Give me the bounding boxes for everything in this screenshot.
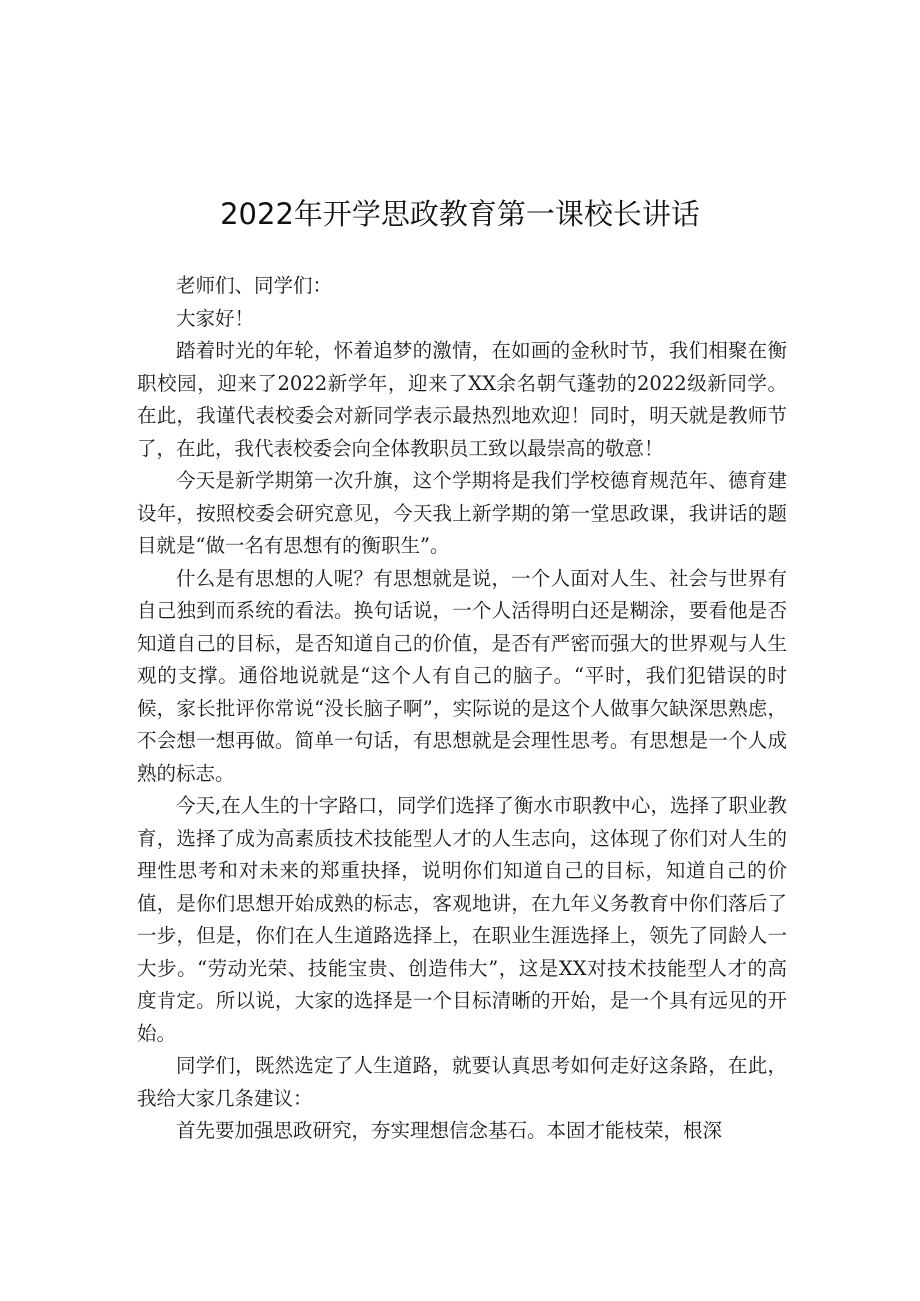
paragraph: 什么是有思想的人呢？有思想就是说，一个人面对人生、社会与世界有自己独到而系统的看法。换句话说，一个人活得明白还是糊涂，要看他是否知道自己的目标，是否知道自己的价值，是否有严密而强大的世界观与人生观的支撑。通俗地说就是“这个人有自己的脑子。“平时，我们犯错误的时候，家长批评你常说“没长脑子啊”，实际说的是这个人做事欠缺深思熟虑，不会想一想再做。简单一句话，有思想就是会理性思考。有思想是一个人成熟的标志。 xyxy=(137,566,787,785)
paragraph: 首先要加强思政研究，夯实理想信念基石。本固才能枝荣，根深 xyxy=(176,1119,723,1142)
paragraph: 今天是新学期第一次升旗，这个学期将是我们学校德育规范年、德育建设年，按照校委会研究意见，今天我上新学期的第一堂思政课，我讲话的题目就是“做一名有思想有的衡职生”。 xyxy=(137,469,787,557)
document-title: 2022年开学思政教育第一课校长讲话 xyxy=(220,197,700,231)
greeting: 大家好！ xyxy=(176,306,255,330)
paragraph: 踏着时光的年轮，怀着追梦的激情，在如画的金秋时节，我们相聚在衡职校园，迎来了2022新学年，迎来了XX余名朝气蓬勃的2022级新同学。在此，我谨代表校委会对新同学表示最热烈地欢迎！同时，明天就是教师节了，在此，我代表校委会向全体教职员工致以最崇高的敬意！ xyxy=(137,339,787,460)
salutation: 老师们、同学们： xyxy=(176,274,333,297)
paragraph: 今天,在人生的十字路口，同学们选择了衡水市职教中心，选择了职业教育，选择了成为高素质技术技能型人才的人生志向，这体现了你们对人生的理性思考和对未来的郑重抉择，说明你们知道自己的目标，知道自己的价值，是你们思想开始成熟的标志，客观地讲，在九年义务教育中你们落后了一步，但是，你们在人生道路选择上，在职业生涯选择上，领先了同龄人一大步。“劳动光荣、技能宝贵、创造伟大”，这是XX对技术技能型人才的高度肯定。所以说，大家的选择是一个目标清晰的开始，是一个具有远见的开始。 xyxy=(137,794,787,1045)
document-body xyxy=(137,270,787,1148)
paragraph: 同学们，既然选定了人生道路，就要认真思考如何走好这条路，在此，我给大家几条建议： xyxy=(137,1054,787,1110)
